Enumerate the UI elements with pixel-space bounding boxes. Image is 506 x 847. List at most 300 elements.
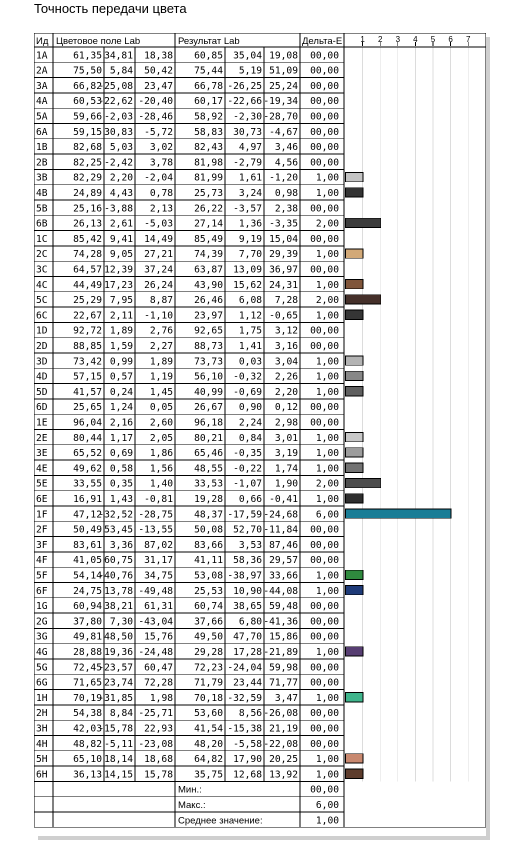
row-lab-4F-2: 31,17 bbox=[144, 555, 173, 567]
row-delta-3E: 1,00 bbox=[315, 448, 339, 460]
delta-bar-6C bbox=[346, 310, 364, 319]
row-result-5B-0: 26,22 bbox=[194, 203, 223, 215]
row-lab-3E-0: 65,52 bbox=[73, 448, 102, 460]
row-result-5A-0: 58,92 bbox=[194, 111, 223, 123]
row-lab-5H-2: 18,68 bbox=[144, 754, 173, 766]
row-result-6D-2: 0,12 bbox=[274, 402, 298, 414]
row-delta-2H: 00,00 bbox=[310, 708, 339, 720]
row-lab-3H-1: -15,78 bbox=[98, 723, 133, 735]
row-lab-5D-2: 1,45 bbox=[149, 386, 173, 398]
row-lab-3F-0: 83,61 bbox=[73, 539, 102, 551]
row-result-6A-1: 30,73 bbox=[233, 126, 262, 138]
row-delta-6A: 00,00 bbox=[310, 126, 339, 138]
row-result-6C-1: 1,12 bbox=[238, 310, 262, 322]
row-result-5A-2: -28,70 bbox=[263, 111, 298, 123]
row-lab-1C-0: 85,42 bbox=[73, 233, 102, 245]
row-result-5B-2: 2,38 bbox=[274, 203, 298, 215]
row-result-3D-0: 73,73 bbox=[194, 356, 223, 368]
row-lab-4F-1: 60,75 bbox=[104, 555, 133, 567]
summary-value-avg: 1,00 bbox=[315, 815, 339, 827]
row-id-4C: 4C bbox=[36, 279, 48, 291]
row-lab-2F-0: 50,49 bbox=[73, 524, 102, 536]
row-lab-2G-0: 37,80 bbox=[73, 616, 102, 628]
summary-value-max: 6,00 bbox=[315, 800, 339, 811]
row-result-1D-2: 3,12 bbox=[274, 325, 298, 337]
row-result-4A-1: -22,66 bbox=[227, 96, 262, 108]
row-lab-2C-1: 9,05 bbox=[109, 249, 133, 261]
row-lab-1E-0: 96,04 bbox=[73, 417, 102, 429]
row-lab-3H-2: 22,93 bbox=[144, 723, 173, 735]
row-lab-3C-1: 12,39 bbox=[104, 264, 133, 276]
row-id-5B: 5B bbox=[36, 203, 48, 215]
row-lab-6A-2: -5,72 bbox=[144, 126, 173, 138]
row-lab-1B-0: 82,68 bbox=[73, 142, 102, 154]
header-id: Ид bbox=[36, 36, 49, 47]
row-lab-4D-2: 1,19 bbox=[149, 371, 173, 383]
row-result-3D-1: 0,03 bbox=[238, 356, 262, 368]
row-lab-1D-1: 1,89 bbox=[109, 325, 133, 337]
row-id-4A: 4A bbox=[36, 96, 48, 108]
row-result-5E-1: -1,07 bbox=[233, 478, 262, 490]
row-delta-5A: 00,00 bbox=[310, 111, 339, 123]
row-result-3F-1: 3,53 bbox=[238, 539, 262, 551]
row-lab-5F-0: 54,14 bbox=[73, 570, 102, 582]
row-result-1F-2: -24,68 bbox=[263, 509, 298, 521]
row-lab-4H-2: -23,08 bbox=[138, 738, 173, 750]
row-id-1C: 1C bbox=[36, 233, 48, 245]
row-id-5D: 5D bbox=[36, 386, 48, 398]
row-lab-5D-0: 41,57 bbox=[73, 386, 102, 398]
row-id-1H: 1H bbox=[36, 692, 48, 704]
row-lab-3C-0: 64,57 bbox=[73, 264, 102, 276]
row-lab-5E-2: 1,40 bbox=[149, 478, 173, 490]
row-lab-5G-2: 60,47 bbox=[144, 662, 173, 674]
row-lab-4F-0: 41,05 bbox=[73, 555, 102, 567]
row-lab-6E-1: 1,43 bbox=[109, 494, 133, 505]
row-id-4B: 4B bbox=[36, 188, 48, 199]
row-result-5G-1: -24,04 bbox=[227, 662, 262, 674]
row-result-4G-1: 17,28 bbox=[233, 647, 262, 658]
row-id-3A: 3A bbox=[36, 80, 48, 92]
row-result-3H-1: -15,38 bbox=[227, 723, 262, 735]
row-id-5A: 5A bbox=[36, 111, 48, 123]
row-result-2G-2: -41,36 bbox=[263, 616, 298, 628]
row-lab-5F-2: 34,75 bbox=[144, 570, 173, 582]
row-lab-6A-1: 30,83 bbox=[104, 126, 133, 138]
row-lab-2D-2: 2,27 bbox=[149, 341, 173, 352]
row-result-4B-2: 0,98 bbox=[274, 188, 298, 199]
row-lab-6D-0: 25,65 bbox=[73, 402, 102, 414]
row-result-5F-2: 33,66 bbox=[269, 570, 298, 582]
row-lab-5B-2: 2,13 bbox=[149, 203, 173, 215]
row-result-5D-2: 2,20 bbox=[274, 386, 298, 398]
row-lab-1C-2: 14,49 bbox=[144, 233, 173, 245]
summary-label-min: Мин.: bbox=[178, 784, 202, 796]
row-lab-6H-1: 14,15 bbox=[104, 769, 133, 781]
row-delta-5B: 00,00 bbox=[310, 203, 339, 215]
row-lab-1H-0: 70,19 bbox=[73, 692, 102, 704]
delta-bar-3D bbox=[346, 356, 364, 365]
row-delta-4H: 00,00 bbox=[310, 738, 339, 750]
row-delta-2D: 00,00 bbox=[310, 341, 339, 352]
row-lab-3A-1: -25,08 bbox=[98, 80, 133, 92]
row-lab-4G-1: 19,36 bbox=[104, 647, 133, 658]
row-lab-4E-1: 0,58 bbox=[109, 463, 133, 475]
row-result-6G-0: 71,79 bbox=[194, 677, 223, 689]
delta-bar-3E bbox=[346, 448, 364, 457]
row-lab-2H-0: 54,38 bbox=[73, 708, 102, 720]
row-id-1G: 1G bbox=[36, 601, 48, 613]
row-result-1B-0: 82,43 bbox=[194, 142, 223, 154]
row-lab-3E-2: 1,86 bbox=[149, 448, 173, 460]
row-delta-4E: 1,00 bbox=[315, 463, 339, 475]
row-lab-3B-0: 82,29 bbox=[73, 172, 102, 184]
row-id-5G: 5G bbox=[36, 662, 48, 674]
row-result-4A-2: -19,34 bbox=[263, 96, 298, 108]
row-id-3G: 3G bbox=[36, 631, 48, 643]
row-result-1A-2: 19,08 bbox=[269, 50, 298, 62]
row-result-1F-0: 48,37 bbox=[194, 509, 223, 521]
row-result-3A-0: 66,78 bbox=[194, 80, 223, 92]
row-lab-5F-1: -40,76 bbox=[98, 570, 133, 582]
summary-value-min: 00,00 bbox=[310, 784, 339, 796]
row-result-1H-0: 70,18 bbox=[194, 692, 223, 704]
row-result-4F-0: 41,11 bbox=[194, 555, 223, 567]
row-result-4E-0: 48,55 bbox=[194, 463, 223, 475]
row-lab-2B-2: 3,78 bbox=[149, 157, 173, 169]
row-result-5H-1: 17,90 bbox=[233, 754, 262, 766]
delta-bar-3B bbox=[346, 172, 364, 181]
row-lab-2B-0: 82,25 bbox=[73, 157, 102, 169]
row-result-4H-2: -22,08 bbox=[263, 738, 298, 750]
row-id-2F: 2F bbox=[36, 524, 48, 536]
scale-tick-7: 7 bbox=[465, 35, 471, 44]
row-lab-4C-0: 44,49 bbox=[73, 279, 102, 291]
row-delta-1D: 00,00 bbox=[310, 325, 339, 337]
row-lab-4G-2: -24,48 bbox=[138, 647, 173, 658]
row-result-2C-2: 29,39 bbox=[269, 249, 298, 261]
row-result-2E-0: 80,21 bbox=[194, 432, 223, 444]
row-delta-4D: 1,00 bbox=[315, 371, 339, 383]
delta-bar-4C bbox=[346, 280, 364, 289]
row-result-5E-2: 1,90 bbox=[274, 478, 298, 490]
row-result-3E-1: -0,35 bbox=[233, 448, 262, 460]
row-lab-2G-2: -43,04 bbox=[138, 616, 173, 628]
row-id-2C: 2C bbox=[36, 249, 48, 261]
row-lab-4C-2: 26,24 bbox=[144, 279, 173, 291]
row-result-1D-1: 1,75 bbox=[238, 325, 262, 337]
delta-bar-5F bbox=[346, 570, 364, 579]
row-delta-5E: 2,00 bbox=[315, 478, 339, 490]
scale-tick-4: 4 bbox=[413, 35, 418, 44]
row-lab-5C-0: 25,29 bbox=[73, 295, 102, 307]
row-result-3E-2: 3,19 bbox=[274, 448, 298, 460]
row-id-4G: 4G bbox=[36, 647, 48, 658]
row-result-1H-2: 3,47 bbox=[274, 692, 298, 704]
row-result-6E-0: 19,28 bbox=[194, 494, 223, 505]
row-delta-2F: 00,00 bbox=[310, 524, 339, 536]
row-delta-4B: 1,00 bbox=[315, 188, 339, 199]
row-lab-1D-2: 2,76 bbox=[149, 325, 173, 337]
row-id-4H: 4H bbox=[36, 738, 48, 750]
delta-bar-6H bbox=[346, 769, 364, 778]
row-lab-1F-1: -32,52 bbox=[98, 509, 133, 521]
row-result-1D-0: 92,65 bbox=[194, 325, 223, 337]
row-lab-3G-1: 48,50 bbox=[104, 631, 133, 643]
row-lab-2F-2: -13,55 bbox=[138, 524, 173, 536]
row-id-6D: 6D bbox=[36, 402, 48, 414]
row-result-6H-0: 35,75 bbox=[194, 769, 223, 781]
row-lab-4B-0: 24,89 bbox=[73, 188, 102, 199]
row-result-2D-0: 88,73 bbox=[194, 341, 223, 352]
row-id-6C: 6C bbox=[36, 310, 48, 322]
row-id-2A: 2A bbox=[36, 65, 48, 77]
scale-tick-1: 1 bbox=[360, 35, 365, 44]
row-result-2E-1: 0,84 bbox=[238, 432, 262, 444]
row-lab-5G-0: 72,45 bbox=[73, 662, 102, 674]
row-id-2E: 2E bbox=[36, 432, 48, 444]
row-id-1E: 1E bbox=[36, 417, 48, 429]
row-id-5C: 5C bbox=[36, 295, 48, 307]
row-lab-5E-1: 0,35 bbox=[109, 478, 133, 490]
delta-bar-5E bbox=[346, 478, 381, 487]
row-delta-3A: 00,00 bbox=[310, 80, 339, 92]
row-lab-1A-2: 18,38 bbox=[144, 50, 173, 62]
row-result-5D-1: -0,69 bbox=[233, 386, 262, 398]
row-lab-1A-0: 61,35 bbox=[73, 50, 102, 62]
row-result-5G-2: 59,98 bbox=[269, 662, 298, 674]
row-delta-1B: 00,00 bbox=[310, 142, 339, 154]
row-lab-1H-1: -31,85 bbox=[98, 692, 133, 704]
row-lab-2A-0: 75,50 bbox=[73, 65, 102, 77]
row-lab-6H-0: 36,13 bbox=[73, 769, 102, 781]
row-result-1C-1: 9,19 bbox=[238, 233, 262, 245]
row-result-4D-0: 56,10 bbox=[194, 371, 223, 383]
row-lab-4H-0: 48,82 bbox=[73, 738, 102, 750]
row-result-1C-0: 85,49 bbox=[194, 233, 223, 245]
row-lab-6F-2: -49,48 bbox=[138, 585, 173, 597]
row-result-2A-1: 5,19 bbox=[238, 65, 262, 77]
row-delta-1G: 00,00 bbox=[310, 601, 339, 613]
row-lab-5B-0: 25,16 bbox=[73, 203, 102, 215]
row-lab-3D-1: 0,99 bbox=[109, 356, 133, 368]
header-delta: Дельта-E bbox=[302, 36, 343, 47]
row-lab-6D-1: 1,24 bbox=[109, 402, 133, 414]
color-accuracy-table bbox=[34, 33, 486, 836]
delta-bar-2C bbox=[346, 249, 364, 258]
row-lab-4G-0: 28,88 bbox=[73, 647, 102, 658]
row-result-6B-2: -3,35 bbox=[269, 218, 298, 230]
delta-bar-5H bbox=[346, 754, 364, 763]
row-delta-5G: 00,00 bbox=[310, 662, 339, 674]
row-result-2D-2: 3,16 bbox=[274, 341, 298, 352]
row-id-6F: 6F bbox=[36, 585, 48, 597]
row-id-6H: 6H bbox=[36, 769, 48, 781]
row-lab-5C-1: 7,95 bbox=[109, 295, 133, 307]
row-id-3D: 3D bbox=[36, 356, 48, 368]
row-id-2B: 2B bbox=[36, 157, 48, 169]
row-result-1G-1: 38,65 bbox=[233, 601, 262, 613]
row-delta-4A: 00,00 bbox=[310, 96, 339, 108]
row-result-3C-2: 36,97 bbox=[269, 264, 298, 276]
row-delta-6F: 1,00 bbox=[315, 585, 339, 597]
row-id-1D: 1D bbox=[36, 325, 48, 337]
row-result-5F-1: -38,97 bbox=[227, 570, 262, 582]
row-result-4H-0: 48,20 bbox=[194, 738, 223, 750]
row-result-6A-2: -4,67 bbox=[269, 126, 298, 138]
row-result-2C-0: 74,39 bbox=[194, 249, 223, 261]
row-result-3H-0: 41,54 bbox=[194, 723, 223, 735]
row-id-4F: 4F bbox=[36, 555, 48, 567]
row-result-2A-0: 75,44 bbox=[194, 65, 223, 77]
row-lab-4D-0: 57,15 bbox=[73, 371, 102, 383]
row-result-6G-2: 71,77 bbox=[269, 677, 298, 689]
row-result-2D-1: 1,41 bbox=[238, 341, 262, 352]
row-result-2F-1: 52,70 bbox=[233, 524, 262, 536]
row-result-6E-2: -0,41 bbox=[269, 494, 298, 505]
row-id-3C: 3C bbox=[36, 264, 48, 276]
row-id-2G: 2G bbox=[36, 616, 48, 628]
row-lab-2D-0: 88,85 bbox=[73, 341, 102, 352]
row-lab-3G-0: 49,81 bbox=[73, 631, 102, 643]
row-result-3C-1: 13,09 bbox=[233, 264, 262, 276]
row-delta-1H: 1,00 bbox=[315, 692, 339, 704]
row-delta-1F: 6,00 bbox=[315, 509, 339, 521]
row-lab-5H-0: 65,10 bbox=[73, 754, 102, 766]
row-id-4D: 4D bbox=[36, 371, 48, 383]
row-lab-6B-0: 26,13 bbox=[73, 218, 102, 230]
row-lab-1E-1: 2,16 bbox=[109, 417, 133, 429]
row-result-6G-1: 23,44 bbox=[233, 677, 262, 689]
row-result-2B-2: 4,56 bbox=[274, 157, 298, 169]
row-lab-2E-0: 80,44 bbox=[73, 432, 102, 444]
row-delta-3C: 00,00 bbox=[310, 264, 339, 276]
row-result-4C-0: 43,90 bbox=[194, 279, 223, 291]
row-delta-6E: 1,00 bbox=[315, 494, 339, 505]
row-lab-5E-0: 33,55 bbox=[73, 478, 102, 490]
row-result-1E-1: 2,24 bbox=[238, 417, 262, 429]
row-delta-5C: 2,00 bbox=[315, 295, 339, 307]
row-result-4F-1: 58,36 bbox=[233, 555, 262, 567]
row-lab-3B-2: -2,04 bbox=[144, 172, 173, 184]
row-result-2B-0: 81,98 bbox=[194, 157, 223, 169]
row-result-4E-2: 1,74 bbox=[274, 463, 298, 475]
row-lab-1B-1: 5,03 bbox=[109, 142, 133, 154]
row-lab-6F-1: 13,78 bbox=[104, 585, 133, 597]
row-lab-6G-1: 23,74 bbox=[104, 677, 133, 689]
row-lab-3A-2: 23,47 bbox=[144, 80, 173, 92]
row-lab-2C-2: 27,21 bbox=[144, 249, 173, 261]
delta-bar-4D bbox=[346, 371, 364, 380]
row-result-6C-0: 23,97 bbox=[194, 310, 223, 322]
row-lab-2A-2: 50,42 bbox=[144, 65, 173, 77]
row-lab-6G-2: 72,28 bbox=[144, 677, 173, 689]
row-lab-6C-1: 2,11 bbox=[109, 310, 133, 322]
row-delta-6B: 2,00 bbox=[315, 218, 339, 230]
row-result-3G-1: 47,70 bbox=[233, 631, 262, 643]
row-result-4C-2: 24,31 bbox=[269, 279, 298, 291]
row-lab-5A-1: -2,03 bbox=[104, 111, 133, 123]
row-lab-4B-1: 4,43 bbox=[109, 188, 133, 199]
row-result-6F-1: 10,90 bbox=[233, 585, 262, 597]
row-lab-1B-2: 3,02 bbox=[149, 142, 173, 154]
row-lab-6B-1: 2,61 bbox=[109, 218, 133, 230]
row-lab-3E-1: 0,69 bbox=[109, 448, 133, 460]
delta-bar-5D bbox=[346, 387, 364, 396]
row-lab-2D-1: 1,59 bbox=[109, 341, 133, 352]
row-delta-2E: 1,00 bbox=[315, 432, 339, 444]
row-result-1E-0: 96,18 bbox=[194, 417, 223, 429]
row-result-1E-2: 2,98 bbox=[274, 417, 298, 429]
row-result-4D-2: 2,26 bbox=[274, 371, 298, 383]
row-result-5A-1: -2,30 bbox=[233, 111, 262, 123]
row-result-3C-0: 63,87 bbox=[194, 264, 223, 276]
row-lab-3F-2: 87,02 bbox=[144, 539, 173, 551]
row-id-1B: 1B bbox=[36, 142, 48, 154]
row-result-2A-2: 51,09 bbox=[269, 65, 298, 77]
row-delta-5F: 1,00 bbox=[315, 570, 339, 582]
row-id-6B: 6B bbox=[36, 218, 48, 230]
row-result-3A-2: 25,24 bbox=[269, 80, 298, 92]
row-result-6D-1: 0,90 bbox=[238, 402, 262, 414]
row-result-4C-1: 15,62 bbox=[233, 279, 262, 291]
row-result-2H-2: -26,08 bbox=[263, 708, 298, 720]
row-lab-4B-2: 0,78 bbox=[149, 188, 173, 199]
row-result-3F-0: 83,66 bbox=[194, 539, 223, 551]
row-lab-6F-0: 24,75 bbox=[73, 585, 102, 597]
row-result-5C-1: 6,08 bbox=[238, 295, 262, 307]
row-lab-3B-1: 2,20 bbox=[109, 172, 133, 184]
row-id-1F: 1F bbox=[36, 509, 48, 521]
row-lab-3D-0: 73,42 bbox=[73, 356, 102, 368]
row-result-3B-2: -1,20 bbox=[269, 172, 298, 184]
delta-bar-1F bbox=[346, 509, 452, 518]
row-result-1A-1: 35,04 bbox=[233, 50, 262, 62]
row-result-2E-2: 3,01 bbox=[274, 432, 298, 444]
row-id-6E: 6E bbox=[36, 494, 48, 505]
row-lab-5A-2: -28,46 bbox=[138, 111, 173, 123]
row-lab-5A-0: 59,66 bbox=[73, 111, 102, 123]
row-result-5C-0: 26,46 bbox=[194, 295, 223, 307]
row-lab-4A-0: 60,53 bbox=[73, 96, 102, 108]
row-delta-3H: 00,00 bbox=[310, 723, 339, 735]
row-lab-4E-2: 1,56 bbox=[149, 463, 173, 475]
row-delta-1E: 00,00 bbox=[310, 417, 339, 429]
row-lab-4A-1: -22,62 bbox=[98, 96, 133, 108]
row-result-5B-1: -3,57 bbox=[233, 203, 262, 215]
row-lab-1C-1: 9,41 bbox=[109, 233, 133, 245]
row-result-6H-2: 13,92 bbox=[269, 769, 298, 781]
row-lab-4C-1: 17,23 bbox=[104, 279, 133, 291]
row-lab-6H-2: 15,78 bbox=[144, 769, 173, 781]
row-delta-6C: 1,00 bbox=[315, 310, 339, 322]
row-lab-1G-2: 61,31 bbox=[144, 601, 173, 613]
row-delta-3G: 00,00 bbox=[310, 631, 339, 643]
row-delta-3F: 00,00 bbox=[310, 539, 339, 551]
row-result-6A-0: 58,83 bbox=[194, 126, 223, 138]
row-result-1C-2: 15,04 bbox=[269, 233, 298, 245]
row-delta-2B: 00,00 bbox=[310, 157, 339, 169]
row-delta-6G: 00,00 bbox=[310, 677, 339, 689]
delta-bar-6F bbox=[346, 586, 364, 595]
row-lab-3D-2: 1,89 bbox=[149, 356, 173, 368]
row-result-6E-1: 0,66 bbox=[238, 494, 262, 505]
delta-bar-4B bbox=[346, 188, 364, 197]
header-result: Результат Lab bbox=[178, 36, 240, 47]
row-result-5D-0: 40,99 bbox=[194, 386, 223, 398]
row-lab-6C-0: 22,67 bbox=[73, 310, 102, 322]
row-lab-6G-0: 71,65 bbox=[73, 677, 102, 689]
